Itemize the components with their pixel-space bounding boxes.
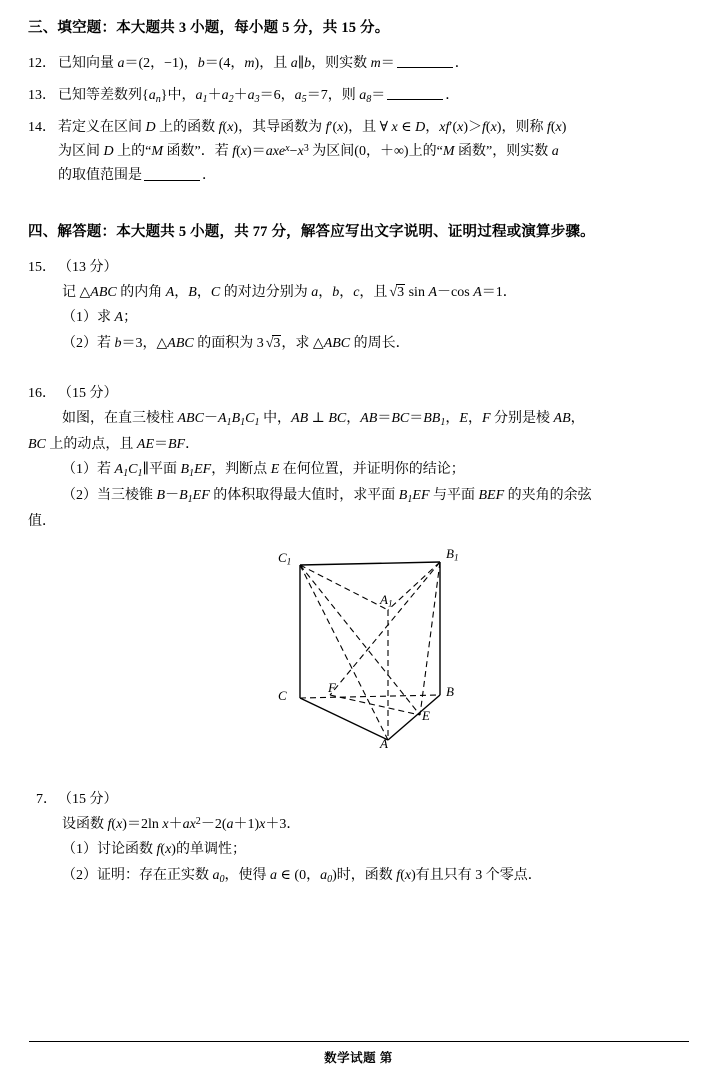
section-heading-fill-blanks: 三、填空题：本大题共 3 小题，每小题 5 分，共 15 分。 (28, 20, 390, 36)
question-13-number: 13． (28, 87, 56, 103)
question-13 (28, 84, 687, 108)
question-14-line3: 的取值范围是 ． (58, 168, 216, 184)
question-17-score: （15 分） (58, 792, 118, 808)
question-14-cont-1 (28, 140, 687, 164)
question-12 (28, 52, 687, 76)
label-A1: $A_1$ (380, 592, 393, 610)
question-12-number: 12． (28, 55, 56, 71)
question-16-line-1: 如图，在直三棱柱 $ABC-A_1B_1C_1$ 中，AB ⊥ BC，$AB=BC=BB_1$，E，F 分别是棱 AB， (62, 410, 585, 428)
question-15-line-3: （2）若 b＝3，△ABC 的面积为 3 √3，求 △ABC 的周长． (62, 335, 410, 351)
question-15 (28, 256, 687, 280)
question-15-score: （13 分） (58, 260, 118, 276)
footer-text: 数学试题 第 (324, 1051, 393, 1065)
question-15-line-2: （1）求 A； (62, 310, 138, 326)
question-17-line-2: （1）讨论函数 f(x)的单调性； (62, 842, 246, 858)
label-E: E (422, 708, 430, 724)
question-16-line-3: （1）若 $A_1C_1\parallel$平面 $B_1EF$，判断点 E 在何位置，并证明你的结论； (62, 462, 465, 479)
answer-blank-12[interactable] (397, 56, 453, 68)
question-14-body: 若定义在区间 D 上的函数 f(x)，其导函数为 f′(x)，且 ∀ x ∈ D，xf′(x)＞f(x)，则称 f(x) (58, 119, 567, 135)
question-15-line-1: 记 △ABC 的内角 A，B，C 的对边分别为 a，b，c，且 √3 sin A－cos A＝1． (62, 285, 517, 301)
question-17-line-1: 设函数 f(x)＝2ln $x+ax^2-2(a+1)x+3$． (62, 815, 301, 833)
prism-svg (0, 540, 717, 772)
question-17 (28, 788, 687, 812)
question-14-cont-2 (28, 164, 687, 188)
question-12-body: 已知向量 a＝(2，−1)，b＝(4，m)，且 a∥b，则实数 m＝ ． (58, 55, 469, 71)
question-14-line2: 为区间 D 上的“M 函数”．若 $f(x)=axe^x-x^3$ 为区间(0，＋∞)上的“M 函数”，则实数 a (58, 143, 559, 160)
question-15-number: 15． (28, 260, 56, 276)
section-heading-solutions: 四、解答题：本大题共 5 小题，共 77 分，解答应写出文字说明、证明过程或演算步骤。 (28, 224, 595, 241)
footer-rule (29, 1041, 689, 1042)
question-16-line-2: BC 上的动点，且 AE＝BF． (28, 436, 200, 452)
question-16-line-5: 值． (28, 513, 56, 529)
label-A: A (380, 736, 388, 752)
question-16 (28, 382, 687, 406)
answer-blank-14[interactable] (144, 169, 200, 181)
prism-figure (28, 540, 687, 772)
question-14 (28, 116, 687, 140)
question-16-score: （15 分） (58, 385, 118, 401)
question-16-number: 16． (28, 385, 56, 401)
page-footer (0, 1041, 717, 1066)
question-16-line-4: （2）当三棱锥 $B-B_1EF$ 的体积取得最大值时，求平面 $B_1EF$ 与平面 BEF 的夹角的余弦 (62, 487, 592, 505)
answer-blank-13[interactable] (387, 88, 443, 100)
label-B: B (446, 684, 454, 700)
question-14-number: 14． (28, 119, 56, 135)
label-C: C (278, 688, 287, 704)
label-F: F (328, 680, 336, 696)
label-B1: $B_1$ (446, 546, 459, 564)
question-17-line-3: （2）证明：存在正实数 $a_0$，使得 a ∈ (0，$a_0$)时，函数 f(x)有且只有 3 个零点． (62, 867, 542, 885)
label-C1: $C_1$ (278, 550, 292, 568)
question-17-number: 7． (36, 792, 57, 808)
question-13-body: 已知等差数列$\{a_n\}$中，$a_1+a_2+a_3=6$，$a_5=7$，则 $a_8=$ ． (58, 87, 460, 105)
